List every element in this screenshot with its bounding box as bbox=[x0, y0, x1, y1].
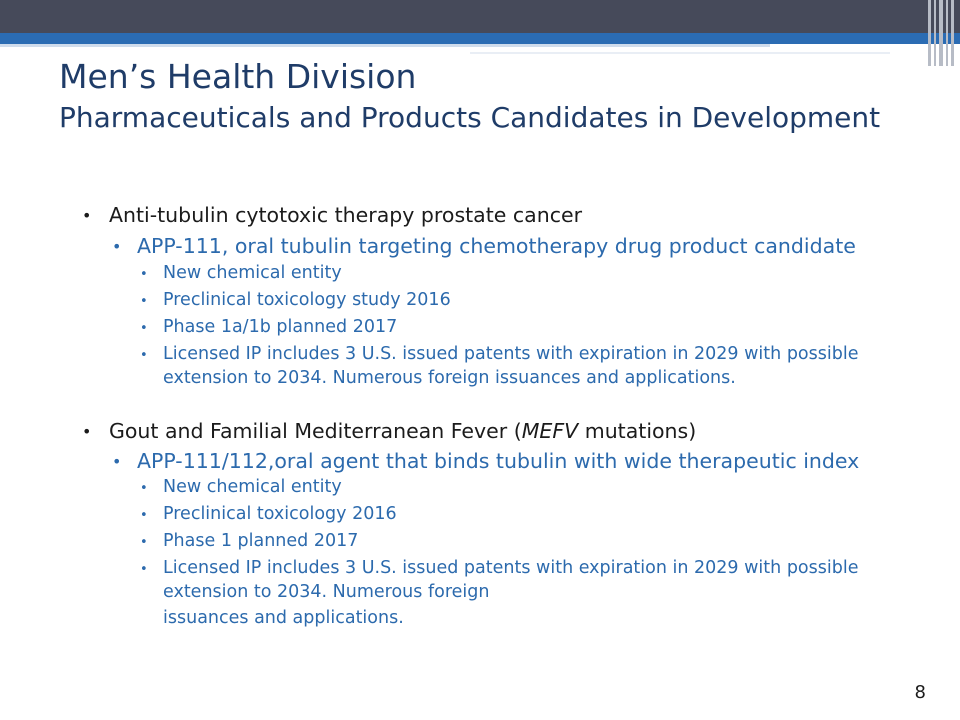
bullet-icon: • bbox=[140, 321, 148, 336]
bullet-icon: • bbox=[140, 267, 148, 282]
bullet-icon: • bbox=[82, 422, 92, 441]
bullet-icon: • bbox=[140, 481, 148, 496]
bullet-icon: • bbox=[140, 535, 148, 550]
bullet-icon: • bbox=[140, 294, 148, 309]
section2-item: Phase 1 planned 2017 bbox=[163, 531, 359, 551]
section2-item-continued: extension to 2034. Numerous foreign bbox=[163, 582, 490, 602]
slide-title: Men’s Health Division bbox=[59, 57, 417, 96]
section2-heading-pre: Gout and Familial Mediterranean Fever ( bbox=[109, 419, 522, 443]
section2-item: New chemical entity bbox=[163, 477, 342, 497]
slide-subtitle: Pharmaceuticals and Products Candidates in Development bbox=[59, 101, 881, 134]
section1-heading: Anti-tubulin cytotoxic therapy prostate cancer bbox=[109, 203, 583, 227]
section1-item: Licensed IP includes 3 U.S. issued patents with expiration in 2029 with possible bbox=[163, 344, 859, 364]
section2-item: Licensed IP includes 3 U.S. issued patents with expiration in 2029 with possible bbox=[163, 558, 859, 578]
section1-item: New chemical entity bbox=[163, 263, 342, 283]
bullet-icon: • bbox=[112, 452, 122, 471]
section1-item: Preclinical toxicology study 2016 bbox=[163, 290, 451, 310]
section2-subheading: APP-111/112,oral agent that binds tubulin with wide therapeutic index bbox=[137, 449, 860, 473]
bullet-icon: • bbox=[140, 348, 148, 363]
bullet-icon: • bbox=[140, 508, 148, 523]
bullet-icon: • bbox=[140, 562, 148, 577]
section2-item: Preclinical toxicology 2016 bbox=[163, 504, 397, 524]
bullet-icon: • bbox=[82, 206, 92, 225]
section1-item-continued: extension to 2034. Numerous foreign issuances and applications. bbox=[163, 368, 736, 388]
section2-item-continued: issuances and applications. bbox=[163, 608, 404, 628]
page-number: 8 bbox=[914, 682, 926, 703]
section1-subheading: APP-111, oral tubulin targeting chemotherapy drug product candidate bbox=[137, 234, 856, 258]
bullet-icon: • bbox=[112, 237, 122, 256]
section2-heading-post: mutations) bbox=[578, 419, 697, 443]
section1-item: Phase 1a/1b planned 2017 bbox=[163, 317, 398, 337]
section2-heading bbox=[109, 419, 696, 443]
section2-heading-em: MEFV bbox=[521, 419, 579, 443]
